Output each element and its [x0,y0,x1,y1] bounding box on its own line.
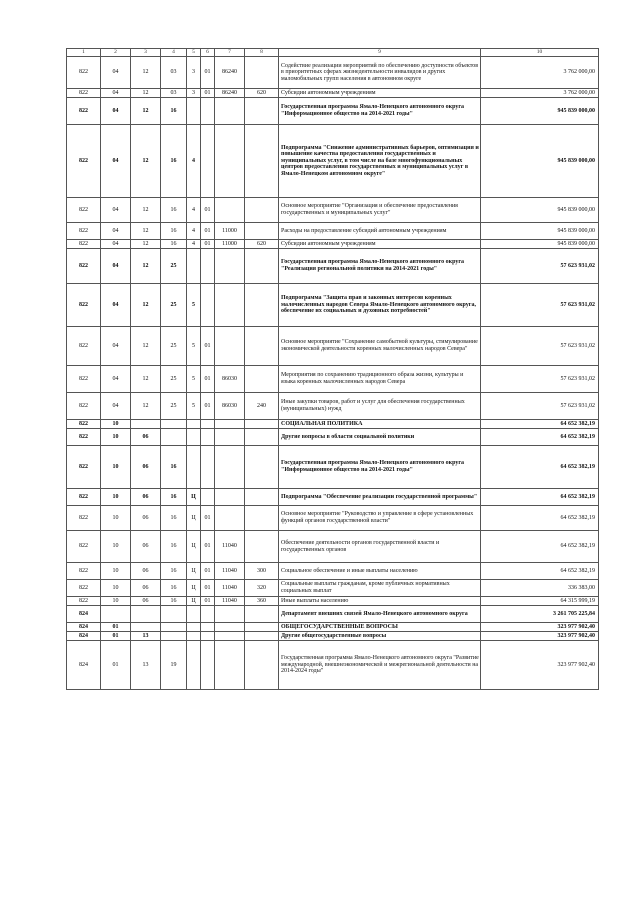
expense-type-code-cell [245,420,279,429]
section-code-cell: 04 [101,284,131,327]
subprogram-code-cell: 4 [187,198,201,223]
expense-type-code-cell [245,429,279,446]
section-code-cell: 10 [101,580,131,597]
amount-cell: 64 652 382,19 [481,531,599,563]
column-number: 1 [67,49,101,57]
subsection-code-cell: 13 [131,632,161,641]
event-code-cell: 01 [201,366,215,393]
event-code-cell: 01 [201,563,215,580]
admin-code-cell: 822 [67,580,101,597]
amount-cell: 64 652 382,19 [481,429,599,446]
table-row [67,125,599,198]
budget-sheet [66,48,598,690]
event-code-cell: 01 [201,198,215,223]
program-code-cell: 25 [161,366,187,393]
item-description-cell: Основное мероприятие "Сохранение самобытной культуры, стимулирование экономической деятельности коренных малочисленных народов Севера" [279,327,481,366]
subsection-code-cell: 12 [131,284,161,327]
amount-cell: 945 839 000,00 [481,98,599,125]
subsection-code-cell [131,420,161,429]
admin-code-cell: 822 [67,57,101,89]
program-code-cell: 16 [161,597,187,606]
admin-code-cell: 822 [67,89,101,98]
admin-code-cell: 822 [67,198,101,223]
expense-type-code-cell [245,506,279,531]
event-code-cell [201,249,215,284]
expense-code-cell [215,632,245,641]
event-code-cell: 01 [201,506,215,531]
subprogram-code-cell: 5 [187,393,201,420]
column-number: 5 [187,49,201,57]
admin-code-cell: 822 [67,563,101,580]
expense-code-cell: 11000 [215,240,245,249]
amount-cell: 64 652 382,19 [481,563,599,580]
item-description-cell: Другие вопросы в области социальной политики [279,429,481,446]
admin-code-cell: 822 [67,240,101,249]
column-number: 3 [131,49,161,57]
amount-cell: 64 315 999,19 [481,597,599,606]
expense-code-cell [215,506,245,531]
program-code-cell: 16 [161,580,187,597]
section-code-cell: 04 [101,89,131,98]
program-code-cell: 03 [161,57,187,89]
table-row [67,606,599,623]
subprogram-code-cell: 4 [187,223,201,240]
amount-cell: 323 977 902,40 [481,641,599,690]
section-code-cell: 01 [101,632,131,641]
event-code-cell [201,641,215,690]
amount-cell: 323 977 902,40 [481,632,599,641]
item-description-cell: Другие общегосударственные вопросы [279,632,481,641]
section-code-cell: 04 [101,249,131,284]
program-code-cell: 25 [161,393,187,420]
item-description-cell: Департамент внешних связей Ямало-Ненецкого автономного округа [279,606,481,623]
subsection-code-cell: 06 [131,563,161,580]
subsection-code-cell [131,623,161,632]
subprogram-code-cell: 4 [187,125,201,198]
subsection-code-cell: 12 [131,240,161,249]
amount-cell: 945 839 000,00 [481,125,599,198]
section-code-cell: 04 [101,393,131,420]
expense-type-code-cell [245,327,279,366]
table-row [67,641,599,690]
event-code-cell [201,284,215,327]
admin-code-cell: 822 [67,489,101,506]
event-code-cell [201,623,215,632]
section-code-cell: 04 [101,240,131,249]
amount-cell: 64 652 382,19 [481,489,599,506]
table-row [67,531,599,563]
amount-cell: 945 839 000,00 [481,198,599,223]
expense-type-code-cell: 360 [245,597,279,606]
subsection-code-cell: 12 [131,125,161,198]
admin-code-cell: 824 [67,623,101,632]
admin-code-cell: 822 [67,506,101,531]
item-description-cell: Государственная программа Ямало-Ненецкого автономного округа "Развитие международной, внешнеэкономической и межрегиональной деятельности на 2014-2024 годы" [279,641,481,690]
expense-type-code-cell [245,606,279,623]
subsection-code-cell: 12 [131,98,161,125]
subprogram-code-cell: Ц [187,563,201,580]
item-description-cell: СОЦИАЛЬНАЯ ПОЛИТИКА [279,420,481,429]
expense-code-cell [215,641,245,690]
item-description-cell: Подпрограмма "Снижение административных барьеров, оптимизация и повышение качества предоставления государственных и муниципальных услуг, в том числе на базе многофункциональных центров предоставления государственных и муниципальных услуг в Ямало-Ненецком автономном округе" [279,125,481,198]
table-row [67,327,599,366]
admin-code-cell: 824 [67,641,101,690]
expense-code-cell [215,125,245,198]
program-code-cell: 16 [161,531,187,563]
table-row [67,563,599,580]
program-code-cell [161,606,187,623]
item-description-cell: Подпрограмма "Защита прав и законных интересов коренных малочисленных народов Севера Ямало-Ненецкого автономного округа, обеспечение их социальных и духовных потребностей" [279,284,481,327]
item-description-cell: Государственная программа Ямало-Ненецкого автономного округа "Информационное общество на 2014-2021 годы" [279,98,481,125]
table-row [67,89,599,98]
expense-code-cell [215,420,245,429]
subprogram-code-cell [187,606,201,623]
section-code-cell: 10 [101,446,131,489]
expense-code-cell [215,489,245,506]
event-code-cell: 01 [201,393,215,420]
table-row [67,57,599,89]
item-description-cell: Государственная программа Ямало-Ненецкого автономного округа "Информационное общество на 2014-2021 годы" [279,446,481,489]
event-code-cell [201,632,215,641]
expense-code-cell: 11040 [215,563,245,580]
admin-code-cell: 822 [67,531,101,563]
program-code-cell [161,429,187,446]
admin-code-cell: 822 [67,223,101,240]
event-code-cell: 01 [201,240,215,249]
amount-cell: 57 623 931,02 [481,284,599,327]
expense-code-cell [215,606,245,623]
expense-type-code-cell: 620 [245,240,279,249]
expense-code-cell: 86240 [215,89,245,98]
column-number-row [67,49,599,57]
item-description-cell: Расходы на предоставление субсидий автономным учреждениям [279,223,481,240]
expense-code-cell: 11000 [215,223,245,240]
subsection-code-cell: 12 [131,327,161,366]
subprogram-code-cell [187,446,201,489]
item-description-cell: Иные выплаты населению [279,597,481,606]
subprogram-code-cell [187,632,201,641]
subsection-code-cell: 12 [131,223,161,240]
expense-code-cell [215,98,245,125]
column-number: 9 [279,49,481,57]
subprogram-code-cell [187,98,201,125]
section-code-cell: 04 [101,198,131,223]
event-code-cell [201,420,215,429]
expense-type-code-cell [245,57,279,89]
admin-code-cell: 824 [67,606,101,623]
admin-code-cell: 824 [67,632,101,641]
expense-code-cell [215,429,245,446]
table-row [67,597,599,606]
amount-cell: 64 652 382,19 [481,506,599,531]
expense-type-code-cell [245,632,279,641]
subsection-code-cell [131,606,161,623]
subsection-code-cell: 06 [131,580,161,597]
column-number: 10 [481,49,599,57]
program-code-cell: 25 [161,327,187,366]
item-description-cell: Содействие реализации мероприятий по обеспечению доступности объектов в приоритетных сферах жизнедеятельности инвалидов и других маломобильных групп населения в автономном округе [279,57,481,89]
admin-code-cell: 822 [67,366,101,393]
table-row [67,223,599,240]
subprogram-code-cell: Ц [187,597,201,606]
event-code-cell: 01 [201,327,215,366]
table-row [67,580,599,597]
item-description-cell: Субсидии автономным учреждениям [279,240,481,249]
subsection-code-cell: 12 [131,57,161,89]
program-code-cell: 16 [161,223,187,240]
program-code-cell: 16 [161,198,187,223]
expense-code-cell: 11040 [215,597,245,606]
admin-code-cell: 822 [67,327,101,366]
section-code-cell: 10 [101,489,131,506]
section-code-cell: 04 [101,98,131,125]
amount-cell: 945 839 000,00 [481,223,599,240]
program-code-cell: 16 [161,240,187,249]
item-description-cell: Мероприятия по сохранению традиционного образа жизни, культуры и языка коренных малочисленных народов Севера [279,366,481,393]
admin-code-cell: 822 [67,98,101,125]
subsection-code-cell: 06 [131,446,161,489]
subprogram-code-cell: Ц [187,489,201,506]
item-description-cell: Социальное обеспечение и иные выплаты населению [279,563,481,580]
subsection-code-cell: 06 [131,597,161,606]
program-code-cell: 25 [161,249,187,284]
subprogram-code-cell: 4 [187,240,201,249]
subprogram-code-cell [187,420,201,429]
section-code-cell [101,606,131,623]
subprogram-code-cell: 5 [187,366,201,393]
amount-cell: 945 839 000,00 [481,240,599,249]
expense-type-code-cell [245,641,279,690]
expense-code-cell [215,327,245,366]
amount-cell: 64 652 382,19 [481,446,599,489]
table-row [67,429,599,446]
admin-code-cell: 822 [67,420,101,429]
admin-code-cell: 822 [67,125,101,198]
column-number: 6 [201,49,215,57]
expense-type-code-cell [245,366,279,393]
event-code-cell: 01 [201,57,215,89]
expense-type-code-cell [245,198,279,223]
amount-cell: 3 762 000,00 [481,57,599,89]
amount-cell: 336 383,00 [481,580,599,597]
budget-table [66,48,599,690]
admin-code-cell: 822 [67,393,101,420]
expense-code-cell: 86030 [215,366,245,393]
event-code-cell [201,446,215,489]
expense-type-code-cell [245,531,279,563]
column-number: 7 [215,49,245,57]
event-code-cell [201,98,215,125]
section-code-cell: 10 [101,420,131,429]
section-code-cell: 10 [101,597,131,606]
expense-type-code-cell: 320 [245,580,279,597]
section-code-cell: 01 [101,641,131,690]
expense-type-code-cell [245,223,279,240]
admin-code-cell: 822 [67,429,101,446]
program-code-cell: 19 [161,641,187,690]
table-row [67,632,599,641]
subprogram-code-cell: 3 [187,89,201,98]
subsection-code-cell: 12 [131,89,161,98]
section-code-cell: 04 [101,223,131,240]
subprogram-code-cell [187,623,201,632]
item-description-cell: Подпрограмма "Обеспечение реализации государственной программы" [279,489,481,506]
section-code-cell: 04 [101,327,131,366]
event-code-cell: 01 [201,580,215,597]
event-code-cell: 01 [201,223,215,240]
table-row [67,506,599,531]
subprogram-code-cell [187,429,201,446]
item-description-cell: Основное мероприятие "Организация и обеспечение предоставления государственных и муниципальных услуг" [279,198,481,223]
expense-type-code-cell [245,623,279,632]
subsection-code-cell: 12 [131,249,161,284]
subsection-code-cell: 06 [131,489,161,506]
section-code-cell: 04 [101,366,131,393]
program-code-cell: 16 [161,506,187,531]
subprogram-code-cell: Ц [187,531,201,563]
expense-type-code-cell [245,125,279,198]
item-description-cell: Обеспечение деятельности органов государственной власти и государственных органов [279,531,481,563]
expense-code-cell [215,284,245,327]
subsection-code-cell: 13 [131,641,161,690]
subprogram-code-cell: Ц [187,506,201,531]
table-row [67,393,599,420]
table-body [67,49,599,690]
subprogram-code-cell: 5 [187,327,201,366]
section-code-cell: 10 [101,429,131,446]
subsection-code-cell: 12 [131,366,161,393]
item-description-cell: Иные закупки товаров, работ и услуг для обеспечения государственных (муниципальных) нужд [279,393,481,420]
column-number: 4 [161,49,187,57]
table-row [67,623,599,632]
event-code-cell [201,125,215,198]
expense-type-code-cell: 240 [245,393,279,420]
section-code-cell: 01 [101,623,131,632]
subsection-code-cell: 12 [131,393,161,420]
expense-code-cell [215,198,245,223]
subsection-code-cell: 12 [131,198,161,223]
subprogram-code-cell [187,249,201,284]
section-code-cell: 04 [101,125,131,198]
expense-code-cell [215,446,245,489]
amount-cell: 323 977 902,40 [481,623,599,632]
event-code-cell: 01 [201,597,215,606]
program-code-cell [161,632,187,641]
program-code-cell: 16 [161,563,187,580]
amount-cell: 57 623 931,02 [481,249,599,284]
subprogram-code-cell: Ц [187,580,201,597]
expense-code-cell [215,623,245,632]
expense-code-cell: 86240 [215,57,245,89]
amount-cell: 57 623 931,02 [481,327,599,366]
event-code-cell: 01 [201,531,215,563]
column-number: 2 [101,49,131,57]
table-row [67,446,599,489]
program-code-cell [161,623,187,632]
amount-cell: 3 762 000,00 [481,89,599,98]
table-row [67,489,599,506]
column-number: 8 [245,49,279,57]
amount-cell: 57 623 931,02 [481,366,599,393]
table-row [67,240,599,249]
subprogram-code-cell: 3 [187,57,201,89]
table-row [67,366,599,393]
program-code-cell: 16 [161,98,187,125]
admin-code-cell: 822 [67,249,101,284]
program-code-cell: 25 [161,284,187,327]
table-row [67,249,599,284]
expense-type-code-cell [245,489,279,506]
expense-code-cell: 11040 [215,580,245,597]
expense-code-cell: 11040 [215,531,245,563]
amount-cell: 64 652 382,19 [481,420,599,429]
amount-cell: 3 261 705 225,84 [481,606,599,623]
event-code-cell: 01 [201,89,215,98]
amount-cell: 57 623 931,02 [481,393,599,420]
item-description-cell: Социальные выплаты гражданам, кроме публичных нормативных социальных выплат [279,580,481,597]
program-code-cell: 16 [161,489,187,506]
expense-type-code-cell [245,98,279,125]
subsection-code-cell: 06 [131,531,161,563]
event-code-cell [201,489,215,506]
table-row [67,420,599,429]
expense-code-cell: 86030 [215,393,245,420]
section-code-cell: 10 [101,563,131,580]
program-code-cell: 03 [161,89,187,98]
expense-code-cell [215,249,245,284]
expense-type-code-cell [245,446,279,489]
item-description-cell: Субсидии автономным учреждениям [279,89,481,98]
subsection-code-cell: 06 [131,506,161,531]
section-code-cell: 10 [101,506,131,531]
expense-type-code-cell [245,284,279,327]
table-row [67,284,599,327]
admin-code-cell: 822 [67,597,101,606]
table-row [67,98,599,125]
admin-code-cell: 822 [67,284,101,327]
item-description-cell: ОБЩЕГОСУДАРСТВЕННЫЕ ВОПРОСЫ [279,623,481,632]
item-description-cell: Основное мероприятие "Руководство и управление в сфере установленных функций органов государственной власти" [279,506,481,531]
subprogram-code-cell [187,641,201,690]
subsection-code-cell: 06 [131,429,161,446]
program-code-cell [161,420,187,429]
expense-type-code-cell: 620 [245,89,279,98]
section-code-cell: 04 [101,57,131,89]
table-row [67,198,599,223]
expense-type-code-cell: 300 [245,563,279,580]
section-code-cell: 10 [101,531,131,563]
program-code-cell: 16 [161,446,187,489]
program-code-cell: 16 [161,125,187,198]
expense-type-code-cell [245,249,279,284]
item-description-cell: Государственная программа Ямало-Ненецкого автономного округа "Реализация региональной политики на 2014-2021 годы" [279,249,481,284]
subprogram-code-cell: 5 [187,284,201,327]
admin-code-cell: 822 [67,446,101,489]
event-code-cell [201,606,215,623]
event-code-cell [201,429,215,446]
